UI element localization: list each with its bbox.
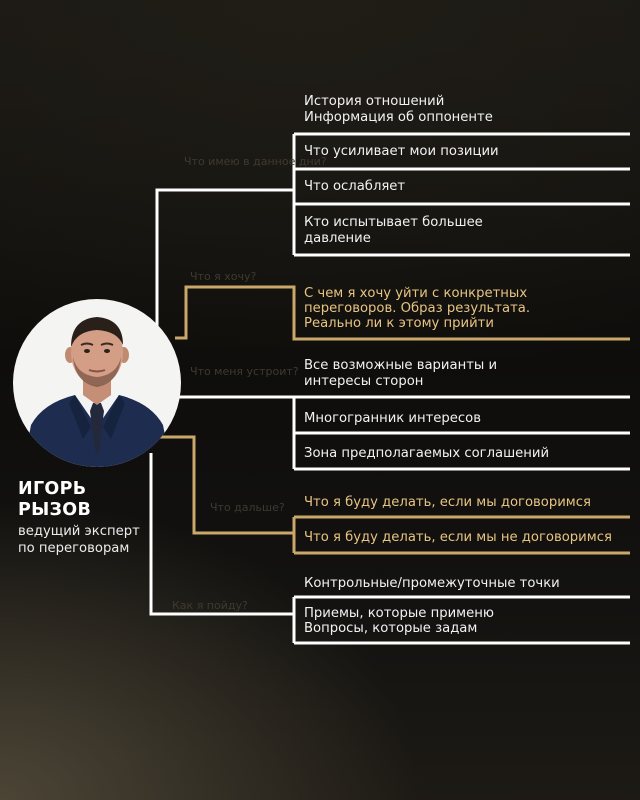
item-if-agree: Что я буду делать, если мы договоримся xyxy=(304,495,591,510)
group-label-4: Что дальше? xyxy=(210,501,285,514)
item-agreement-zone: Зона предполагаемых соглашений xyxy=(304,446,550,461)
person-last-name: РЫЗОВ xyxy=(18,500,92,520)
item-questions: Вопросы, которые задам xyxy=(304,621,478,636)
item-history: История отношений xyxy=(304,94,445,109)
item-goal-l2: переговоров. Образ результата. xyxy=(304,301,531,316)
item-interests: Многогранник интересов xyxy=(304,411,481,426)
item-checkpoints: Контрольные/промежуточные точки xyxy=(304,576,560,591)
group-label-5: Как я пойду? xyxy=(172,599,248,612)
item-goal-l1: С чем я хочу уйти с конкретных xyxy=(304,286,528,301)
person-name xyxy=(18,479,91,521)
person-role xyxy=(18,523,140,557)
avatar xyxy=(13,299,181,467)
item-options-l1: Все возможные варианты и xyxy=(304,358,498,373)
group-label-1: Что имею в данное дни? xyxy=(184,155,327,168)
item-strengthens: Что усиливает мои позиции xyxy=(304,144,499,159)
item-weakens: Что ослабляет xyxy=(304,179,406,194)
item-opponent-info: Информация об оппоненте xyxy=(304,110,493,125)
person-role-line1: ведущий эксперт xyxy=(18,524,140,539)
item-options-l2: интересы сторон xyxy=(304,374,424,389)
item-techniques: Приемы, которые применю xyxy=(304,606,494,621)
person-role-line2: по переговорам xyxy=(18,541,130,556)
item-pressure-l2: давление xyxy=(304,231,371,246)
group-label-2: Что я хочу? xyxy=(190,270,257,283)
item-if-not-agree: Что я буду делать, если мы не договоримся xyxy=(304,530,612,545)
person-first-name: ИГОРЬ xyxy=(18,479,87,499)
item-goal-l3: Реально ли к этому прийти xyxy=(304,316,494,331)
portrait-illustration xyxy=(13,299,181,467)
item-pressure-l1: Кто испытывает большее xyxy=(304,215,483,230)
group-label-3: Что меня устроит? xyxy=(190,365,299,378)
